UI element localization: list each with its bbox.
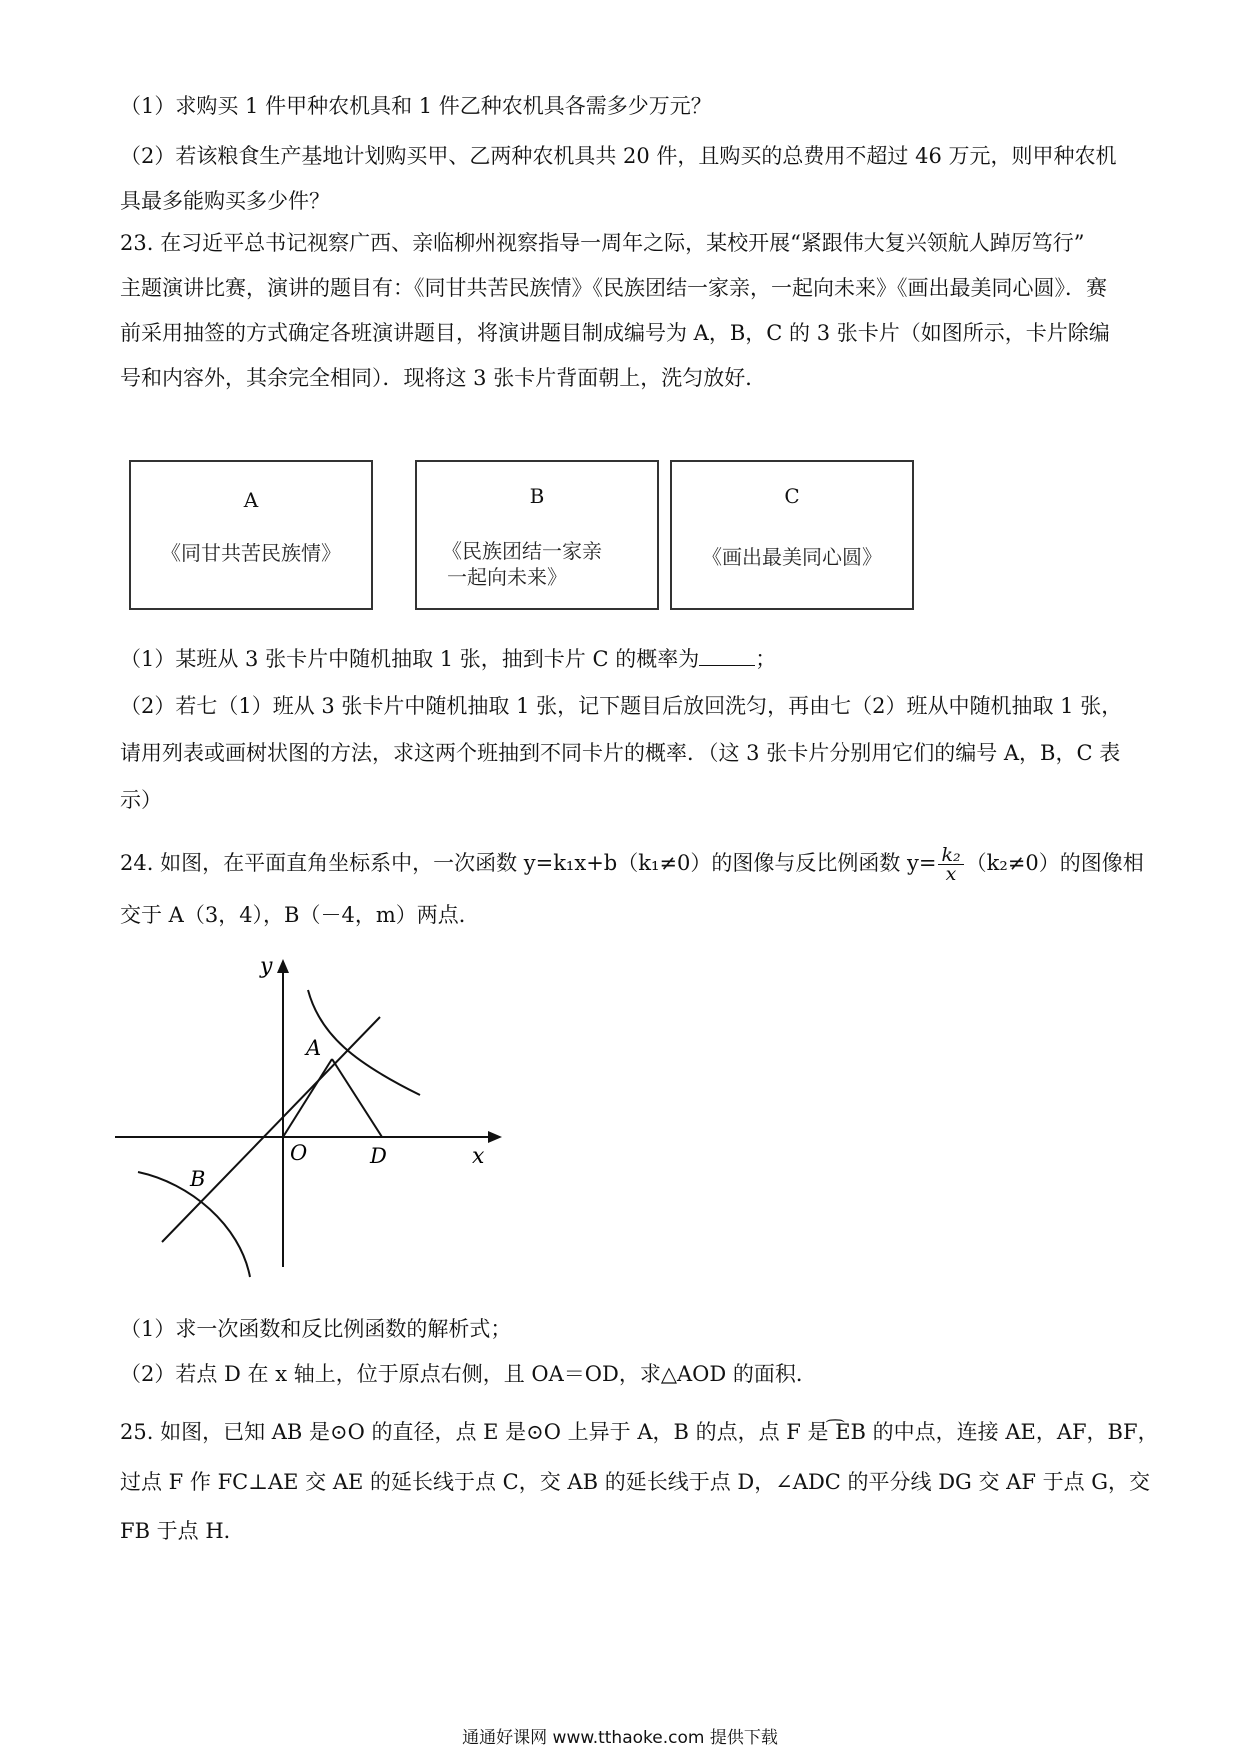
hyperbola-upper-branch [308, 990, 420, 1095]
q24-line1-end: （k₂≠0）的图像相 [965, 851, 1144, 875]
q24-line2: 交于 A（3，4），B（－4，m）两点． [120, 903, 480, 927]
footer-credit: 通通好课网 www.tthaoke.com 提供下载 [462, 1728, 778, 1748]
label-a: A [306, 1036, 322, 1060]
q23-part2-line2: 请用列表或画树状图的方法，求这两个班抽到不同卡片的概率．（这 3 张卡片分别用它们的编号 A，B，C 表 [120, 741, 1121, 765]
q24-part1: （1）求一次函数和反比例函数的解析式； [120, 1317, 512, 1341]
label-y: y [260, 955, 273, 979]
q24-line1-text: 24. 如图，在平面直角坐标系中，一次函数 y=k₁x+b（k₁≠0）的图像与反比例函数 y= [120, 851, 937, 875]
q24-line1 [120, 844, 1144, 885]
q23-part2-line1: （2）若七（1）班从 3 张卡片中随机抽取 1 张，记下题目后放回洗匀，再由七（2）班从中随机抽取 1 张， [120, 694, 1123, 718]
label-b: B [190, 1167, 206, 1191]
card-c-title: 《画出最美同心圆》 [702, 545, 882, 569]
q24-part2: （2）若点 D 在 x 轴上，位于原点右侧，且 OA＝OD，求△AOD 的面积． [120, 1362, 817, 1386]
card-a [129, 460, 373, 610]
q22-part2-line2: 具最多能购买多少件？ [120, 189, 330, 213]
linear-function-line [162, 1017, 380, 1242]
coordinate-graph [110, 955, 510, 1285]
q23-line2: 主题演讲比赛，演讲的题目有：《同甘共苦民族情》《民族团结一家亲，一起向未来》《画出最美同心圆》．赛 [120, 276, 1107, 300]
fraction-numerator: k₂ [938, 846, 963, 865]
answer-blank[interactable] [699, 645, 755, 666]
fraction-denominator: x [945, 863, 957, 885]
q23-line3: 前采用抽签的方式确定各班演讲题目，将演讲题目制成编号为 A，B，C 的 3 张卡片（如图所示，卡片除编 [120, 321, 1110, 345]
q25-line2: 过点 F 作 FC⊥AE 交 AE 的延长线于点 C，交 AB 的延长线于点 D，∠ADC 的平分线 DG 交 AF 于点 G，交 [120, 1470, 1151, 1494]
y-axis-arrow [277, 959, 289, 973]
label-d: D [370, 1144, 387, 1168]
q25-line1: 25. 如图，已知 AB 是⊙O 的直径，点 E 是⊙O 上异于 A，B 的点，点 F 是 ͡EB 的中点，连接 AE，AF，BF， [120, 1420, 1159, 1444]
card-a-letter: A [243, 488, 259, 512]
q23-line4: 号和内容外，其余完全相同）．现将这 3 张卡片背面朝上，洗匀放好． [120, 366, 767, 390]
q22-part2-line1: （2）若该粮食生产基地计划购买甲、乙两种农机具共 20 件，且购买的总费用不超过 46 万元，则甲种农机 [120, 144, 1117, 168]
q22-part1: （1）求购买 1 件甲种农机具和 1 件乙种农机具各需多少万元？ [120, 94, 712, 118]
q23-part1-end: ； [755, 647, 777, 671]
card-b-title-line1: 《民族团结一家亲 [442, 539, 602, 563]
q23-part2-line3: 示） [120, 788, 162, 812]
q23-line1: 23. 在习近平总书记视察广西、亲临柳州视察指导一周年之际，某校开展“紧跟伟大复兴领航人踔厉笃行” [120, 231, 1085, 255]
fraction [938, 846, 963, 883]
label-o: O [290, 1141, 308, 1165]
card-c [670, 460, 914, 610]
label-x: x [472, 1144, 485, 1169]
card-b-title-line2: 一起向未来》 [447, 565, 567, 589]
q23-part1-text: （1）某班从 3 张卡片中随机抽取 1 张，抽到卡片 C 的概率为 [120, 647, 700, 671]
q25-line3: FB 于点 H． [120, 1519, 245, 1543]
segment-oa [283, 1059, 332, 1137]
card-c-letter: C [784, 484, 800, 508]
card-b [415, 460, 659, 610]
card-a-title: 《同甘共苦民族情》 [161, 541, 341, 565]
card-b-letter: B [529, 484, 545, 508]
q23-part1 [120, 645, 1130, 672]
x-axis-arrow [488, 1131, 502, 1143]
